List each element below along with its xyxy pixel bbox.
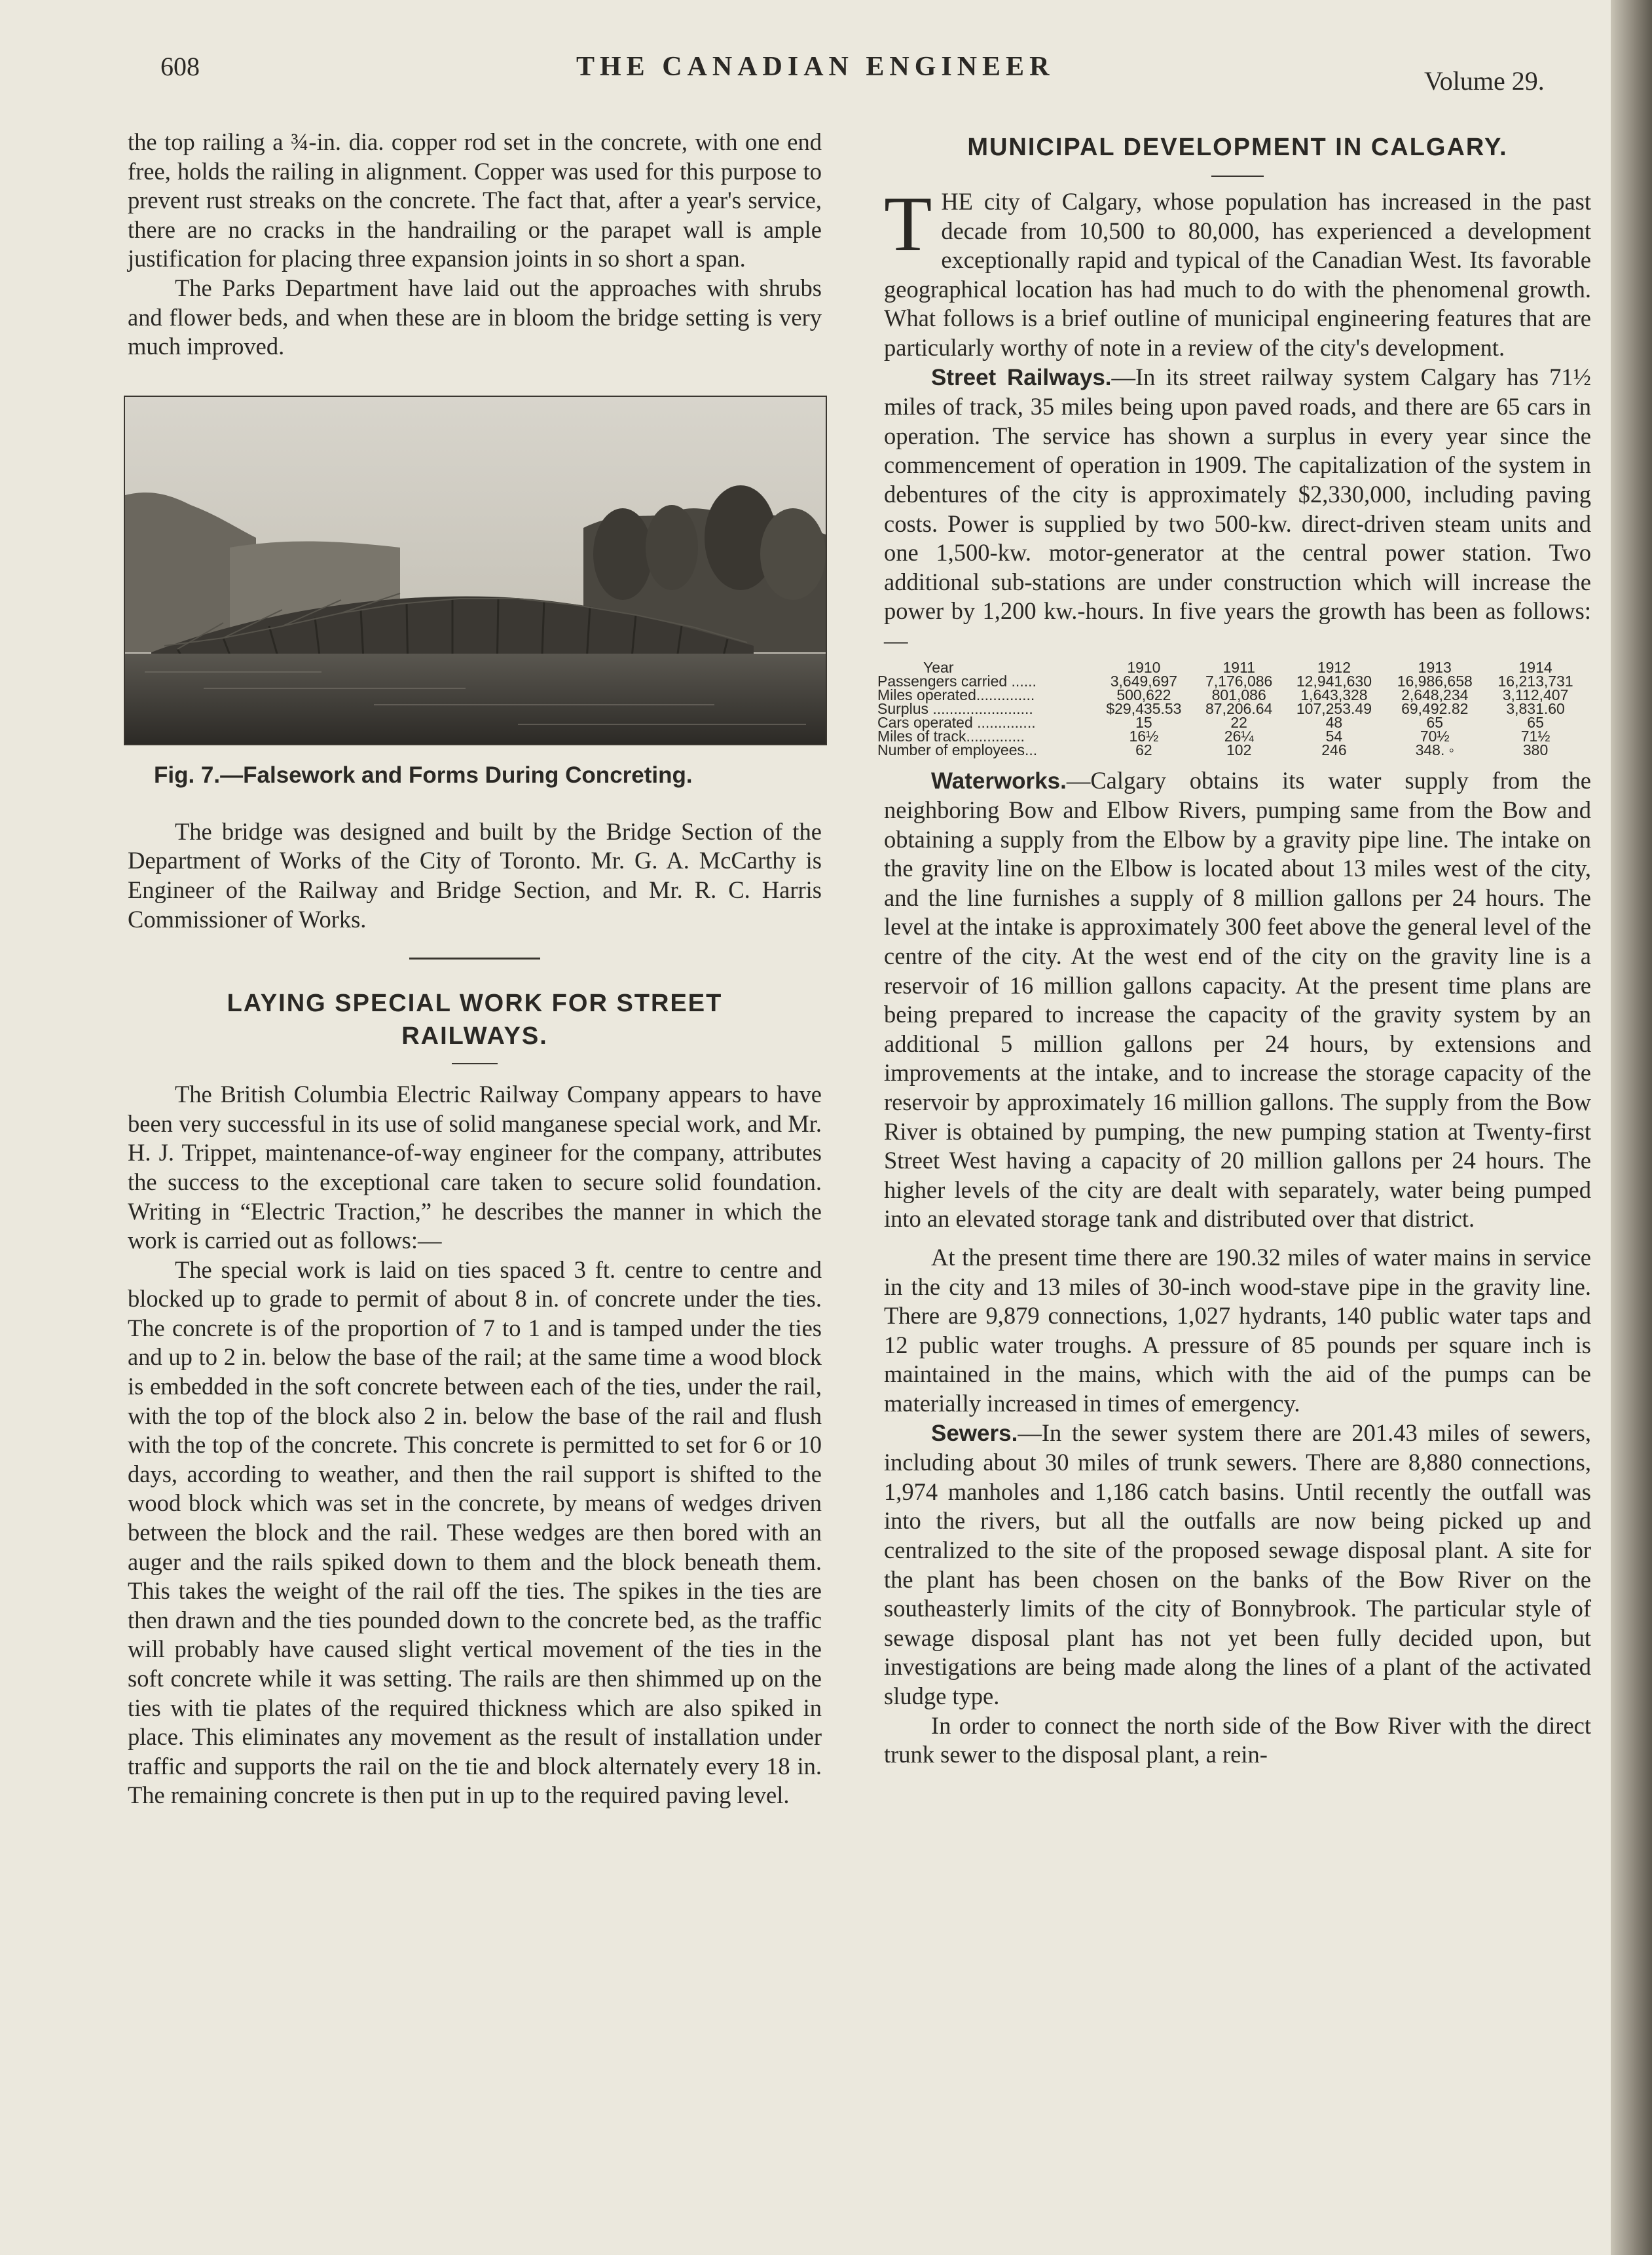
year-cell: 1913 (1418, 658, 1452, 676)
bridge-photo-illustration (125, 397, 826, 744)
falsework-photo (124, 396, 827, 745)
calgary-intro-paragraph (884, 180, 1591, 363)
table-cell: 15 (1135, 713, 1152, 731)
intro-text: HE city of Calgary, whose population has increased in the past decade from 10,500 to 80,000, has experienced a development exceptionally rapid and typical of the Canadian West. Its favorable geographical location has had much to do with the phenomenal growth. What follows is a brief outline of municipal engineering features that are particularly worthy of note in a review of the city's development. (884, 188, 1591, 361)
year-cell: 1910 (1127, 658, 1161, 676)
table-cell: 3,112,407 (1502, 686, 1569, 703)
table-cell: 87,206.64 (1205, 699, 1273, 717)
year-cell: 1914 (1518, 658, 1552, 676)
table-cell: 69,492.82 (1401, 699, 1469, 717)
table-cell: 62 (1135, 741, 1152, 758)
book-spine-shadow (1611, 0, 1652, 2255)
table-cell: 3,831.60 (1506, 699, 1565, 717)
sewers-text: —In the sewer system there are 201.43 miles of sewers, including about 30 miles of trunk sewers. There are 8,880 connections, 1,974 manholes and 1,186 catch basins. Until recently the outfall was into the rivers, but all the outfalls are now being picked up and centralized to the site of the proposed sewage disposal plant. A site for the plant has been chosen on the banks of the Bow River on the southeasterly limits of the city of Bonnybrook. The particular style of sewage disposal plant has not yet been fully decided upon, but investigations are being made along the lines of a plant of the activated sludge type. (884, 1419, 1591, 1709)
street-railways-heading: Street Railways. (931, 364, 1112, 390)
table-cell: 107,253.49 (1296, 699, 1372, 717)
table-cell: 12,941,630 (1296, 672, 1372, 690)
waterworks-paragraph (884, 766, 1591, 1235)
table-row (877, 743, 1586, 757)
table-cell: 380 (1522, 741, 1549, 758)
table-cell: 7,176,086 (1205, 672, 1273, 690)
table-cell: 65 (1527, 713, 1544, 731)
table-cell: 1,643,328 (1300, 686, 1368, 703)
table-cell: 71½ (1520, 727, 1551, 745)
sewers-heading: Sewers. (931, 1420, 1018, 1446)
table-cell: 16,213,731 (1497, 672, 1573, 690)
table-cell: 70½ (1420, 727, 1450, 745)
drop-cap: T (884, 180, 932, 267)
year-cell: 1911 (1222, 658, 1255, 676)
street-railways-paragraph (884, 363, 1591, 656)
row-label: Surplus ........................ (877, 699, 1033, 717)
row-label: Cars operated .............. (877, 713, 1036, 731)
row-label: Passengers carried ...... (877, 672, 1037, 690)
section-divider (409, 958, 540, 960)
table-cell: 2,648,234 (1401, 686, 1469, 703)
running-head (0, 51, 1611, 97)
year-cell: 1912 (1317, 658, 1351, 676)
table-cell: 16½ (1129, 727, 1159, 745)
street-railways-text: —In its street railway system Calgary has 71½ miles of track, 35 miles being upon paved roads, and there are 65 cars in operation. The service has shown a surplus in every year since the commencement of operation in 1909. The capitalization of the system in debentures of the city is approximately $2,330,000, including paving costs. Power is supplied by two 500-kw. direct-driven steam units and one 1,500-kw. motor-generator at the central power station. Two additional sub-stations are under construction which will increase the power by 1,200 kw.-hours. In five years the growth has been as follows:— (884, 363, 1592, 654)
table-cell: 22 (1230, 713, 1247, 731)
table-cell: 16,986,658 (1397, 672, 1473, 690)
table-cell: 801,086 (1211, 686, 1266, 703)
volume-label: Volume 29. (1424, 66, 1545, 96)
row-label: Miles operated.............. (877, 686, 1035, 703)
waterworks-heading: Waterworks. (931, 768, 1067, 794)
year-header: Year (923, 658, 954, 676)
table-cell: 500,622 (1116, 686, 1171, 703)
table-cell: 348. ◦ (1415, 741, 1454, 758)
right-column (877, 131, 1592, 1770)
parks-paragraph: The Parks Department have laid out the approaches with shrubs and flower beds, and when these are in bloom the bridge setting is very much improved. (128, 274, 822, 360)
waterworks-text: —Calgary obtains its water supply from the neighboring Bow and Elbow Rivers, pumping same from the Bow and obtaining a supply from the Elbow by a gravity pipe line. The intake on the gravity line on the Elbow is located about 13 miles west of the city, and the line furnishes a supply of 8 million gallons per 24 hours. The level at the intake is approximately 300 feet above the general level of the centre of the city. At the west end of the city on the gravity line is a reservoir of 16 million gallons capacity. At the present time plans are being prepared to increase the capacity of the gravity system by an additional 5 million gallons per 24 hours, by extensions and improvements at the intake, and to increase the storage capacity of the reservoir by approximately 16 million gallons. The supply from the Bow River is obtained by pumping, the new pumping station at Twenty-first Street West having a capacity of 20 million gallons per 24 hours. The higher levels of the city are dealt with separately, water being pumped into an elevated storage tank and distributed over that district. (884, 766, 1591, 1233)
row-label: Miles of track.............. (877, 727, 1025, 745)
table-cell: 102 (1226, 741, 1252, 758)
heading-rule (452, 1063, 498, 1064)
table-cell: 26¼ (1224, 727, 1254, 745)
article-heading-calgary: MUNICIPAL DEVELOPMENT IN CALGARY. (967, 134, 1508, 161)
bridge-continuation-paragraph: the top railing a ¾-in. dia. copper rod set in the concrete, with one end free, holds the railing in alignment. Copper was used for this purpose to prevent rust streaks on the concrete. The fact that, after a year's service, there are no cracks in the handrailing or the parapet wall is ample justification for placing three expansion joints in so short a span. (128, 128, 822, 272)
table-cell: 54 (1325, 727, 1343, 745)
water-mains-paragraph: At the present time there are 190.32 miles of water mains in service in the city and 13 miles of 30-inch wood-stave pipe in the gravity line. There are 9,879 connections, 1,027 hydrants, 140 public water taps and 12 public water troughs. A pressure of 85 pounds per square inch is maintained in the mains, which with the aid of the pumps can be materially increased in times of emergency. (884, 1244, 1591, 1417)
figure-caption: Fig. 7.—Falsework and Forms During Concreting. (154, 762, 693, 788)
bridge-credits-paragraph: The bridge was designed and built by the Bridge Section of the Department of Works of the City of Toronto. Mr. G. A. McCarthy is Engineer of the Railway and Bridge Section, and Mr. R. C. Harris Commissioner of Works. (128, 817, 822, 933)
bc-electric-paragraph: The British Columbia Electric Railway Company appears to have been very successful in its use of solid manganese special work, and Mr. H. J. Trippet, maintenance-of-way engineer for the company, attributes the success to the exceptional care taken to secure solid foundation. Writing in “Electric Traction,” he describes the manner in which the work is carried out as follows:— (128, 1081, 822, 1254)
left-column (128, 128, 822, 1810)
bow-river-paragraph: In order to connect the north side of the Bow River with the direct trunk sewer to the disposal plant, a rein- (884, 1711, 1591, 1768)
article-heading-special-work: LAYING SPECIAL WORK FOR STREET RAILWAYS. (227, 990, 723, 1051)
heading-rule (1211, 176, 1264, 177)
sewers-paragraph (884, 1419, 1591, 1711)
table-cell: 48 (1325, 713, 1343, 731)
table-cell: 65 (1426, 713, 1444, 731)
table-cell: $29,435.53 (1106, 699, 1182, 717)
special-work-method-paragraph: The special work is laid on ties spaced 3 ft. centre to centre and blocked up to grade to permit of about 8 in. of concrete under the ties. The concrete is of the proportion of 7 to 1 and is tamped under the ties and up to 2 in. below the base of the rail; at the same time a wood block is embedded in the soft concrete between each of the ties, under the rail, with the top of the block also 2 in. below the base of the rail and flush with the top of the concrete. This concrete is permitted to set for 6 or 10 days, according to weather, and then the rail support is shifted to the wood block which was set in the concrete, by means of wedges driven between the block and the rail. These wedges are then bored with an auger and the rails spiked down to them and the block beneath them. This takes the weight of the rail off the ties. The spikes in the ties are then drawn and the ties pounded down to the concrete bed, as the traffic will probably have caused slight vertical movement of the ties in the soft concrete while it was setting. The rails are then shimmed up on the ties with tie plates of the required thickness which are also spiked in place. This eliminates any movement as the result of installation under traffic and supports the rail on the tie and block alternately every 18 in. The remaining concrete is then put in up to the required paving level. (128, 1256, 822, 1809)
journal-title: THE CANADIAN ENGINEER (576, 52, 1055, 82)
table-cell: 3,649,697 (1110, 672, 1178, 690)
row-label: Number of employees... (877, 741, 1038, 758)
growth-table (877, 658, 1586, 758)
page-number: 608 (160, 52, 200, 81)
table-cell: 246 (1321, 741, 1347, 758)
